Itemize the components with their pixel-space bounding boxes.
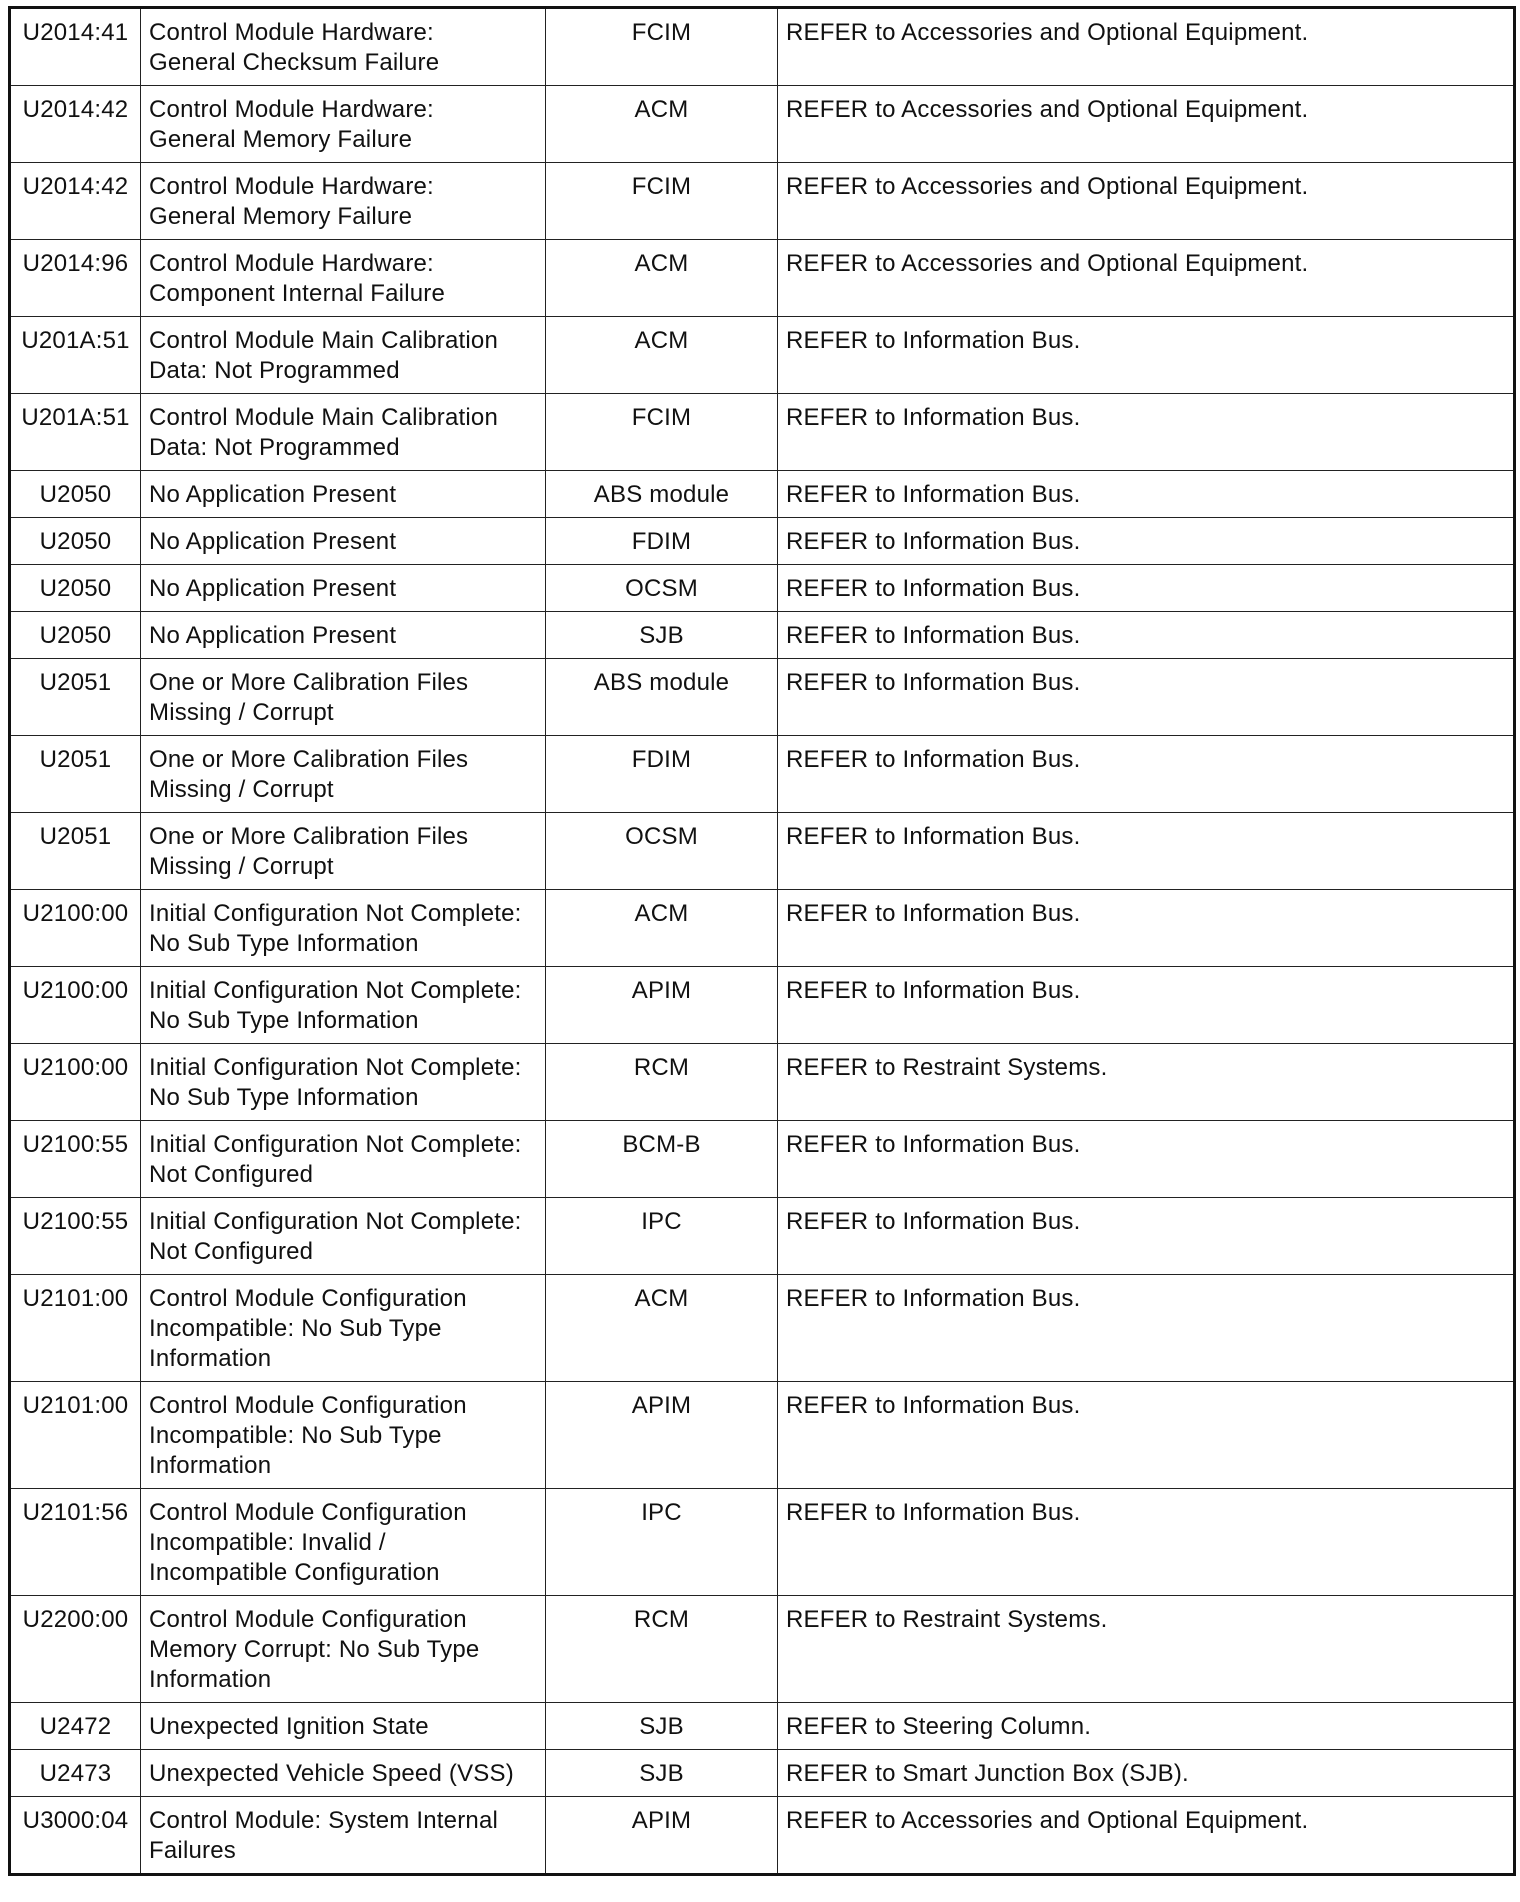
- table-row: [10, 471, 1515, 518]
- dtc-action: REFER to Information Bus.: [778, 1489, 1515, 1596]
- dtc-chart-page: [8, 6, 1513, 1876]
- dtc-module: ACM: [546, 86, 778, 163]
- dtc-description: No Application Present: [141, 471, 546, 518]
- table-row: [10, 813, 1515, 890]
- dtc-code: U2101:00: [10, 1382, 141, 1489]
- dtc-description: Initial Configuration Not Complete: Not Configured: [141, 1198, 546, 1275]
- dtc-code: U2100:00: [10, 890, 141, 967]
- dtc-module: ABS module: [546, 659, 778, 736]
- dtc-action: REFER to Accessories and Optional Equipment.: [778, 86, 1515, 163]
- dtc-description: Initial Configuration Not Complete: Not Configured: [141, 1121, 546, 1198]
- dtc-module: IPC: [546, 1489, 778, 1596]
- dtc-module: APIM: [546, 1797, 778, 1875]
- dtc-description: Control Module Hardware: General Memory Failure: [141, 163, 546, 240]
- dtc-module: IPC: [546, 1198, 778, 1275]
- dtc-description: Control Module Hardware: General Checksum Failure: [141, 8, 546, 86]
- dtc-code: U2051: [10, 736, 141, 813]
- table-row: [10, 967, 1515, 1044]
- table-row: [10, 163, 1515, 240]
- dtc-module: SJB: [546, 1750, 778, 1797]
- table-row: [10, 86, 1515, 163]
- dtc-description: Unexpected Ignition State: [141, 1703, 546, 1750]
- dtc-action: REFER to Information Bus.: [778, 518, 1515, 565]
- dtc-action: REFER to Steering Column.: [778, 1703, 1515, 1750]
- dtc-description: Control Module Configuration Memory Corrupt: No Sub Type Information: [141, 1596, 546, 1703]
- dtc-description: Initial Configuration Not Complete: No Sub Type Information: [141, 967, 546, 1044]
- table-row: [10, 8, 1515, 86]
- dtc-description: Initial Configuration Not Complete: No Sub Type Information: [141, 1044, 546, 1121]
- dtc-module: ACM: [546, 890, 778, 967]
- dtc-action: REFER to Information Bus.: [778, 1275, 1515, 1382]
- table-row: [10, 1198, 1515, 1275]
- dtc-module: ACM: [546, 240, 778, 317]
- dtc-code: U2100:55: [10, 1121, 141, 1198]
- dtc-description: One or More Calibration Files Missing / Corrupt: [141, 736, 546, 813]
- table-row: [10, 659, 1515, 736]
- dtc-code: U2014:41: [10, 8, 141, 86]
- dtc-description: One or More Calibration Files Missing / Corrupt: [141, 659, 546, 736]
- table-row: [10, 1275, 1515, 1382]
- dtc-code: U2050: [10, 565, 141, 612]
- dtc-module: OCSM: [546, 813, 778, 890]
- table-row: [10, 240, 1515, 317]
- dtc-action: REFER to Information Bus.: [778, 1382, 1515, 1489]
- table-row: [10, 1750, 1515, 1797]
- dtc-action: REFER to Information Bus.: [778, 317, 1515, 394]
- dtc-module: ACM: [546, 1275, 778, 1382]
- dtc-module: FCIM: [546, 8, 778, 86]
- table-row: [10, 518, 1515, 565]
- dtc-description: Control Module Main Calibration Data: Not Programmed: [141, 317, 546, 394]
- dtc-code: U2101:56: [10, 1489, 141, 1596]
- dtc-code: U3000:04: [10, 1797, 141, 1875]
- dtc-module: RCM: [546, 1044, 778, 1121]
- dtc-description: Initial Configuration Not Complete: No Sub Type Information: [141, 890, 546, 967]
- dtc-code: U2014:96: [10, 240, 141, 317]
- dtc-action: REFER to Information Bus.: [778, 813, 1515, 890]
- dtc-module: FDIM: [546, 736, 778, 813]
- dtc-action: REFER to Information Bus.: [778, 394, 1515, 471]
- dtc-code: U2100:55: [10, 1198, 141, 1275]
- dtc-action: REFER to Information Bus.: [778, 565, 1515, 612]
- dtc-description: Unexpected Vehicle Speed (VSS): [141, 1750, 546, 1797]
- dtc-action: REFER to Information Bus.: [778, 967, 1515, 1044]
- dtc-action: REFER to Smart Junction Box (SJB).: [778, 1750, 1515, 1797]
- table-row: [10, 394, 1515, 471]
- dtc-code: U201A:51: [10, 317, 141, 394]
- dtc-description: Control Module: System Internal Failures: [141, 1797, 546, 1875]
- table-row: [10, 317, 1515, 394]
- dtc-module: FCIM: [546, 163, 778, 240]
- dtc-module: OCSM: [546, 565, 778, 612]
- dtc-code: U2051: [10, 659, 141, 736]
- dtc-module: BCM-B: [546, 1121, 778, 1198]
- dtc-code: U2472: [10, 1703, 141, 1750]
- table-row: [10, 1382, 1515, 1489]
- dtc-description: No Application Present: [141, 612, 546, 659]
- dtc-module: RCM: [546, 1596, 778, 1703]
- dtc-module: SJB: [546, 612, 778, 659]
- dtc-table: [8, 6, 1516, 1876]
- dtc-module: APIM: [546, 1382, 778, 1489]
- dtc-table-body: [10, 8, 1515, 1875]
- dtc-code: U2101:00: [10, 1275, 141, 1382]
- dtc-code: U2014:42: [10, 163, 141, 240]
- table-row: [10, 612, 1515, 659]
- table-row: [10, 1797, 1515, 1875]
- dtc-description: Control Module Main Calibration Data: Not Programmed: [141, 394, 546, 471]
- dtc-action: REFER to Information Bus.: [778, 1121, 1515, 1198]
- dtc-module: ACM: [546, 317, 778, 394]
- dtc-code: U2050: [10, 471, 141, 518]
- table-row: [10, 1044, 1515, 1121]
- dtc-action: REFER to Accessories and Optional Equipment.: [778, 163, 1515, 240]
- table-row: [10, 1121, 1515, 1198]
- dtc-action: REFER to Accessories and Optional Equipment.: [778, 8, 1515, 86]
- dtc-code: U2014:42: [10, 86, 141, 163]
- dtc-action: REFER to Information Bus.: [778, 890, 1515, 967]
- dtc-description: One or More Calibration Files Missing / Corrupt: [141, 813, 546, 890]
- dtc-description: Control Module Configuration Incompatible: No Sub Type Information: [141, 1275, 546, 1382]
- dtc-action: REFER to Information Bus.: [778, 659, 1515, 736]
- dtc-module: ABS module: [546, 471, 778, 518]
- dtc-action: REFER to Information Bus.: [778, 612, 1515, 659]
- table-row: [10, 890, 1515, 967]
- dtc-code: U2051: [10, 813, 141, 890]
- dtc-description: Control Module Configuration Incompatible: Invalid / Incompatible Configuration: [141, 1489, 546, 1596]
- dtc-action: REFER to Information Bus.: [778, 1198, 1515, 1275]
- dtc-code: U201A:51: [10, 394, 141, 471]
- table-row: [10, 1489, 1515, 1596]
- dtc-code: U2100:00: [10, 1044, 141, 1121]
- dtc-description: Control Module Hardware: General Memory Failure: [141, 86, 546, 163]
- dtc-code: U2050: [10, 612, 141, 659]
- table-row: [10, 565, 1515, 612]
- dtc-code: U2473: [10, 1750, 141, 1797]
- dtc-description: Control Module Configuration Incompatible: No Sub Type Information: [141, 1382, 546, 1489]
- table-row: [10, 736, 1515, 813]
- dtc-code: U2100:00: [10, 967, 141, 1044]
- dtc-module: FDIM: [546, 518, 778, 565]
- dtc-description: No Application Present: [141, 518, 546, 565]
- dtc-action: REFER to Accessories and Optional Equipment.: [778, 1797, 1515, 1875]
- dtc-action: REFER to Information Bus.: [778, 736, 1515, 813]
- dtc-action: REFER to Restraint Systems.: [778, 1044, 1515, 1121]
- dtc-description: No Application Present: [141, 565, 546, 612]
- dtc-action: REFER to Information Bus.: [778, 471, 1515, 518]
- dtc-module: FCIM: [546, 394, 778, 471]
- dtc-action: REFER to Accessories and Optional Equipment.: [778, 240, 1515, 317]
- dtc-code: U2050: [10, 518, 141, 565]
- dtc-action: REFER to Restraint Systems.: [778, 1596, 1515, 1703]
- table-row: [10, 1596, 1515, 1703]
- dtc-description: Control Module Hardware: Component Internal Failure: [141, 240, 546, 317]
- dtc-module: APIM: [546, 967, 778, 1044]
- dtc-code: U2200:00: [10, 1596, 141, 1703]
- dtc-module: SJB: [546, 1703, 778, 1750]
- table-row: [10, 1703, 1515, 1750]
